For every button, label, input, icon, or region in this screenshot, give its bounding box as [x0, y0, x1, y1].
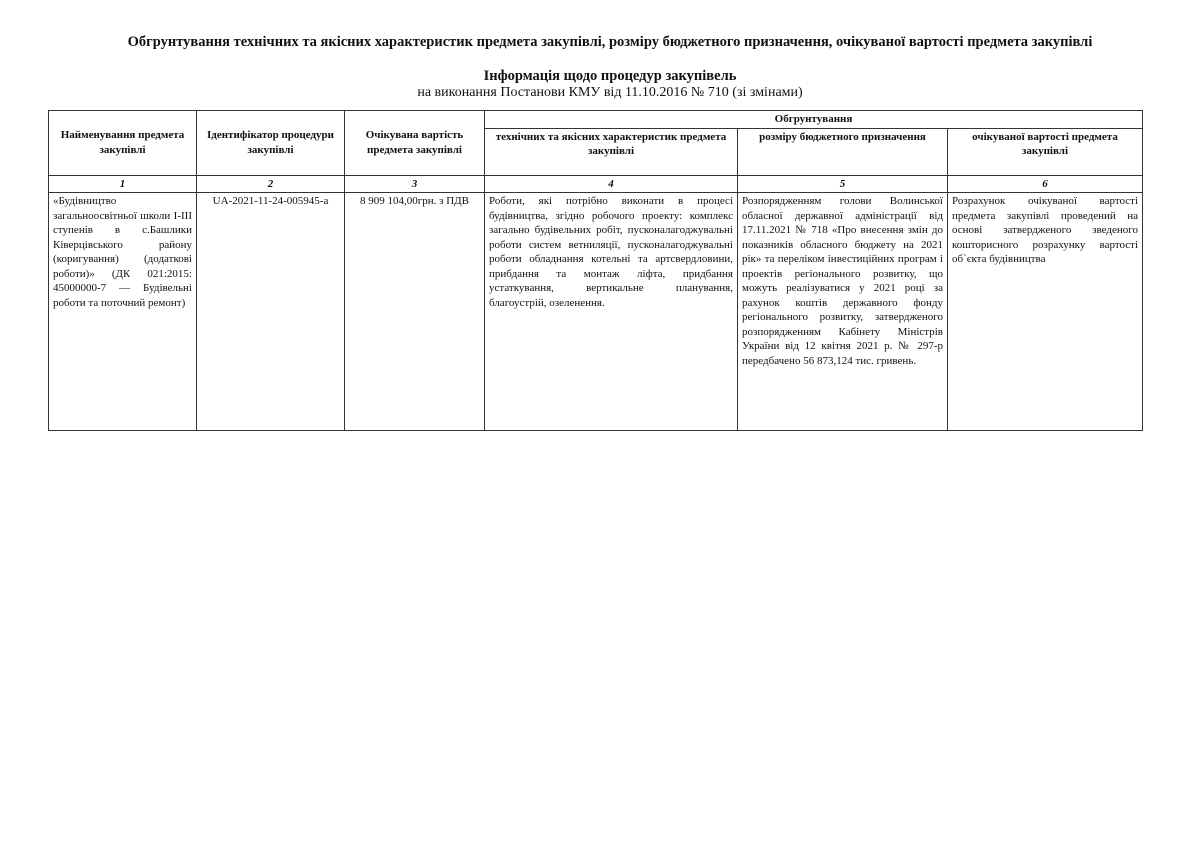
column-number: 3 — [345, 175, 485, 193]
header-expected: очікуваної вартості предмета закупівлі — [948, 128, 1143, 175]
document-subtitle: Інформація щодо процедур закупівель — [483, 68, 737, 84]
column-number-row — [49, 175, 1143, 193]
column-number: 6 — [948, 175, 1143, 193]
header-id: Ідентифікатор процедури закупівлі — [197, 111, 345, 176]
column-number: 5 — [738, 175, 948, 193]
cell-tech-justification: Роботи, які потрібно виконати в процесі будівництва, згідно робочого проекту: комплекс загально будівельних робіт, пусконалагоджувальні роботи систем ветниляції, пусконалагоджувальні роботи обладнання котельні та артсвердловини, прибдання та монтаж ліфта, придбання устаткування, вертикальне планування, благоустрій, озеленення. — [485, 193, 738, 431]
procurement-table — [48, 110, 1143, 431]
cell-cost-justification: Розрахунок очікуваної вартості предмета закупівлі проведений на основі затвердженого зведеного кошторисного розрахунку вартості об`єкта будівництва — [948, 193, 1143, 431]
header-name: Найменування предмета закупівлі — [49, 111, 197, 176]
header-row-group — [49, 111, 1143, 129]
document-title: Обгрунтування технічних та якісних характеристик предмета закупівлі, розміру бюджетного призначення, очікуваної вартості предмета закупівлі — [127, 34, 1093, 50]
document-subtitle-decree: на виконання Постанови КМУ від 11.10.2016 № 710 (зі змінами) — [417, 85, 803, 100]
table-row — [49, 193, 1143, 431]
cell-item-name: «Будівництво загальноосвітньої школи І-ІІІ ступенів в с.Башлики Ківерцівського району (коригування) (додаткові роботи)» (ДК 021:2015: 45000000-7 — Будівельні роботи та поточний ремонт) — [49, 193, 197, 431]
cell-expected-cost: 8 909 104,00грн. з ПДВ — [345, 193, 485, 431]
header-justification-group: Обгрунтування — [485, 111, 1143, 129]
cell-procedure-id: UA-2021-11-24-005945-a — [197, 193, 345, 431]
column-number: 1 — [49, 175, 197, 193]
column-number: 2 — [197, 175, 345, 193]
cell-budget-justification: Розпорядженням голови Волинської обласної державної адміністрації від 17.11.2021 № 718 «Про внесення змін до показників обласного бюджету на 2021 рік» та переліком інвестиційних програм і проектів регіонального розвитку, що можуть реалізуватися у 2021 році за рахунок коштів державного фонду регіонального розвитку, затвердженого розпорядженням Кабінету Міністрів України від 12 квітня 2021 р. № 297-р передбачено 56 873,124 тис. гривень. — [738, 193, 948, 431]
header-tech: технічних та якісних характеристик предмета закупівлі — [485, 128, 738, 175]
header-cost: Очікувана вартість предмета закупівлі — [345, 111, 485, 176]
header-budget: розміру бюджетного призначення — [738, 128, 948, 175]
column-number: 4 — [485, 175, 738, 193]
